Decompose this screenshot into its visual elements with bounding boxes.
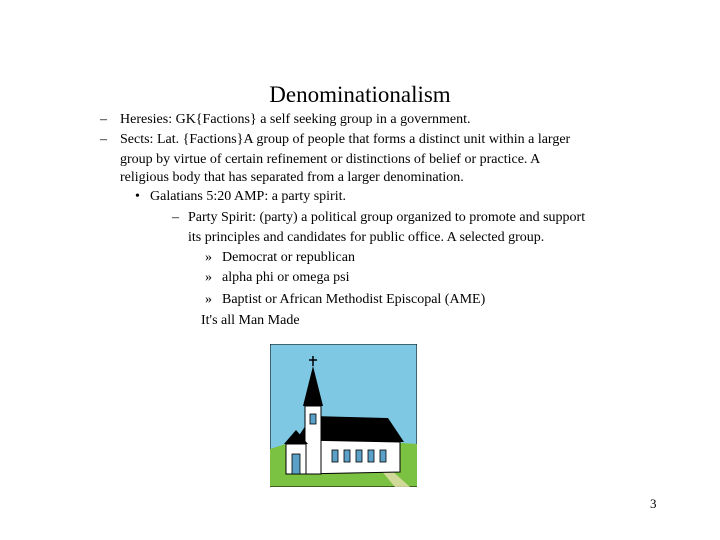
sects-line: religious body that has separated from a larger denomination. [120,170,464,185]
title-text: Denominationalism [269,82,451,107]
slide-title [0,81,720,109]
chevron-bullet: » [205,270,212,285]
party-spirit-line: Party Spirit: (party) a political group organized to promote and support [188,210,586,225]
chevron-bullet: » [205,250,212,265]
galatians-text: Galatians 5:20 AMP: a party spirit. [150,189,346,204]
sects-line: group by virtue of certain refinement or distinctions of belief or practice. A [120,152,541,167]
party-spirit-line: its principles and candidates for public office. A selected group. [188,230,545,245]
heresies-text: Heresies: GK{Factions} a self seeking group in a government. [120,112,471,127]
church-icon [270,344,417,487]
conclusion-text: It's all Man Made [201,313,300,328]
dot-bullet: • [135,189,140,204]
example-item: Democrat or republican [222,250,355,265]
chevron-bullet: » [205,292,212,307]
example-item: Baptist or African Methodist Episcopal (AME) [222,292,486,307]
dash-bullet: – [100,112,107,127]
page-number: 3 [650,496,657,511]
dash-bullet: – [100,132,107,147]
dash-bullet: – [172,210,179,225]
sects-line: Sects: Lat. {Factions}A group of people that forms a distinct unit within a larger [120,132,571,147]
example-item: alpha phi or omega psi [222,270,350,285]
